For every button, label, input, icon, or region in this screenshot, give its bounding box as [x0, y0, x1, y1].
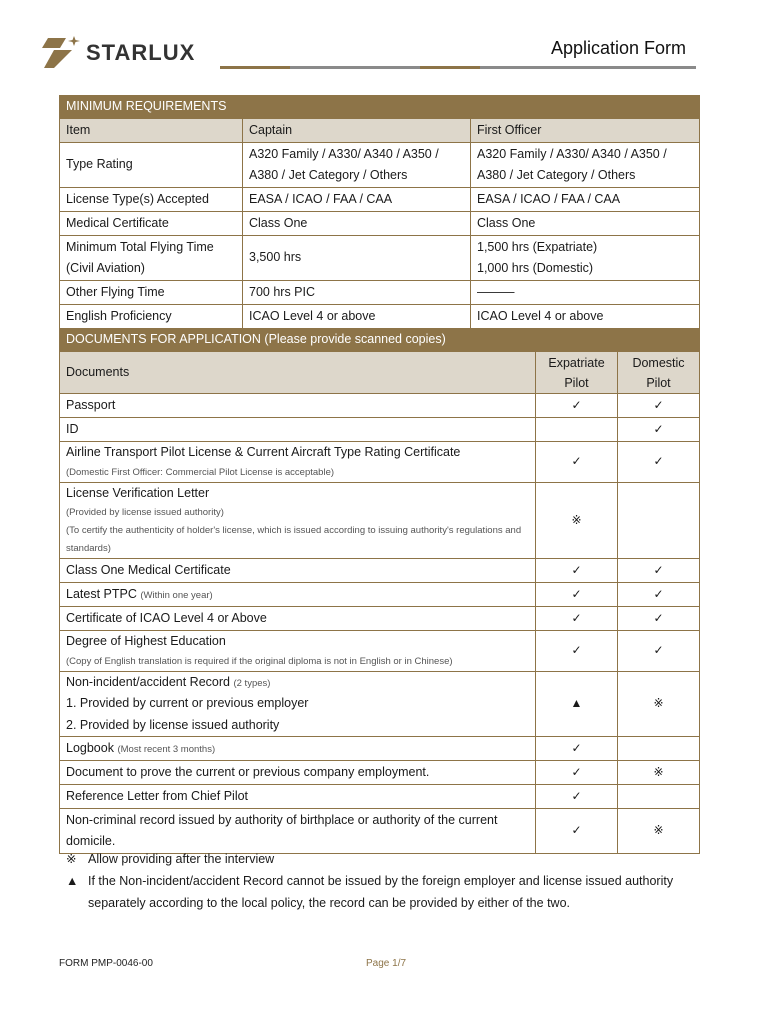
expat-mark: ✓ [536, 631, 618, 672]
col-header-first-officer: First Officer [471, 119, 700, 143]
table-row [60, 188, 700, 212]
domestic-mark: ✓ [618, 394, 700, 418]
table-row [60, 737, 700, 761]
expat-mark: ✓ [536, 737, 618, 761]
form-code: FORM PMP-0046-00 [59, 958, 153, 969]
domestic-mark: ✓ [618, 442, 700, 483]
expat-mark: ✓ [536, 442, 618, 483]
header-rule-accent [220, 66, 290, 69]
doc-note: (To certify the authenticity of holder's license, which is issued according to issuing authority's regulations and standards) [66, 525, 522, 554]
doc-inline-note: (Most recent 3 months) [117, 743, 216, 755]
expat-mark: ✓ [536, 394, 618, 418]
domestic-mark [618, 785, 700, 809]
expat-mark: ✓ [536, 559, 618, 583]
requirements-section-title: MINIMUM REQUIREMENTS [60, 96, 700, 119]
table-row [60, 559, 700, 583]
req-captain: Class One [243, 212, 471, 236]
doc-title: Document to prove the current or previous company employment. [60, 761, 536, 785]
doc-inline-note: (Within one year) [140, 589, 213, 601]
doc-title: Non-criminal record issued by authority of birthplace or authority of the current domicile. [60, 809, 536, 854]
table-row [60, 607, 700, 631]
req-captain: ICAO Level 4 or above [243, 305, 471, 329]
note-text: If the Non-incident/accident Record cannot be issued by the foreign employer and license issued authority separately according to the local policy, the record can be provided by either of the two. [88, 874, 674, 910]
req-fo-line: 1,500 hrs (Expatriate) [477, 239, 598, 254]
req-captain: EASA / ICAO / FAA / CAA [243, 188, 471, 212]
doc-title: Logbook [66, 740, 114, 755]
expat-mark: ✓ [536, 761, 618, 785]
expat-mark-triangle: ▲ [536, 671, 618, 737]
doc-title: Certificate of ICAO Level 4 or Above [60, 607, 536, 631]
brand-wordmark: STARLUX [86, 40, 196, 65]
req-first-officer: EASA / ICAO / FAA / CAA [471, 188, 700, 212]
domestic-mark: ✓ [618, 418, 700, 442]
requirements-column-headers [60, 119, 700, 143]
reference-mark-icon: ※ [66, 852, 77, 866]
note-text: Allow providing after the interview [88, 852, 275, 866]
table-row [60, 212, 700, 236]
expat-mark: ✓ [536, 785, 618, 809]
req-first-officer: ——— [471, 281, 700, 305]
expat-mark: ※ [536, 482, 618, 559]
form-title: Application Form [550, 38, 686, 58]
col-header-captain: Captain [243, 119, 471, 143]
page-number: Page 1/7 [366, 958, 407, 969]
req-fo-line: 1,000 hrs (Domestic) [477, 261, 594, 275]
req-item: Minimum Total Flying Time (Civil Aviation) [60, 236, 243, 281]
starlux-star-icon [40, 36, 80, 70]
doc-inline-note: (2 types) [233, 677, 271, 689]
triangle-icon: ▲ [66, 874, 79, 888]
table-row [60, 305, 700, 329]
table-row [60, 236, 700, 281]
expat-mark [536, 418, 618, 442]
doc-title: Class One Medical Certificate [60, 559, 536, 583]
doc-title: ID [60, 418, 536, 442]
expat-mark: ✓ [536, 583, 618, 607]
col-header-domestic: Domestic Pilot [618, 352, 700, 394]
expat-mark: ✓ [536, 809, 618, 854]
requirements-section-header [60, 96, 700, 119]
page-header [0, 0, 768, 90]
req-item: English Proficiency [60, 305, 243, 329]
table-row [60, 418, 700, 442]
legend-notes [66, 848, 696, 914]
table-row [60, 143, 700, 188]
header-rule-accent [420, 66, 480, 69]
doc-note: (Provided by license issued authority) [66, 507, 224, 518]
table-row [60, 482, 700, 559]
req-captain: 700 hrs PIC [243, 281, 471, 305]
documents-section-header [60, 329, 700, 352]
req-captain: A320 Family / A330/ A340 / A350 / A380 / Jet Category / Others [243, 143, 471, 188]
table-row [60, 809, 700, 854]
domestic-mark: ✓ [618, 559, 700, 583]
domestic-mark [618, 737, 700, 761]
col-header-item: Item [60, 119, 243, 143]
requirements-table [59, 95, 700, 329]
col-header-documents: Documents [60, 352, 536, 394]
domestic-mark-reference: ※ [618, 761, 700, 785]
doc-subitem: 2. Provided by license issued authority [66, 717, 280, 732]
table-row [60, 442, 700, 483]
domestic-mark: ✓ [618, 583, 700, 607]
table-row [60, 631, 700, 672]
col-header-expatriate: Expatriate Pilot [536, 352, 618, 394]
table-row [60, 583, 700, 607]
req-item: Other Flying Time [60, 281, 243, 305]
req-first-officer: ICAO Level 4 or above [471, 305, 700, 329]
doc-subitem: 1. Provided by current or previous employer [66, 696, 309, 710]
documents-column-headers [60, 352, 700, 394]
table-row [60, 785, 700, 809]
table-row [60, 761, 700, 785]
domestic-mark-reference: ※ [618, 809, 700, 854]
doc-note: (Copy of English translation is required if the original diploma is not in English or in Chinese) [66, 655, 453, 667]
table-row [60, 281, 700, 305]
domestic-mark: ✓ [618, 607, 700, 631]
doc-note: (Domestic First Officer: Commercial Pilot License is acceptable) [66, 466, 335, 478]
documents-section-title: DOCUMENTS FOR APPLICATION [66, 332, 261, 347]
note-triangle [66, 870, 696, 914]
doc-title: Non-incident/accident Record [66, 674, 230, 689]
domestic-mark-reference: ※ [618, 671, 700, 737]
req-first-officer: Class One [471, 212, 700, 236]
doc-title: Degree of Highest Education [66, 634, 226, 648]
documents-table [59, 328, 700, 854]
doc-title: Airline Transport Pilot License & Current Aircraft Type Rating Certificate [66, 445, 461, 459]
domestic-mark: ✓ [618, 631, 700, 672]
req-captain: 3,500 hrs [243, 236, 471, 281]
req-first-officer [471, 236, 700, 281]
doc-title: Latest PTPC [66, 586, 137, 601]
req-first-officer: A320 Family / A330/ A340 / A350 / A380 / Jet Category / Others [471, 143, 700, 188]
req-item: Medical Certificate [60, 212, 243, 236]
table-row [60, 671, 700, 737]
documents-section-subtitle: (Please provide scanned copies) [264, 332, 446, 347]
doc-title: License Verification Letter [66, 485, 210, 500]
req-item: Type Rating [60, 143, 243, 188]
table-row [60, 394, 700, 418]
doc-title: Reference Letter from Chief Pilot [60, 785, 536, 809]
doc-title: Passport [60, 394, 536, 418]
domestic-mark [618, 482, 700, 559]
req-item: License Type(s) Accepted [60, 188, 243, 212]
starlux-logo [40, 36, 195, 70]
expat-mark: ✓ [536, 607, 618, 631]
note-reference [66, 848, 696, 870]
